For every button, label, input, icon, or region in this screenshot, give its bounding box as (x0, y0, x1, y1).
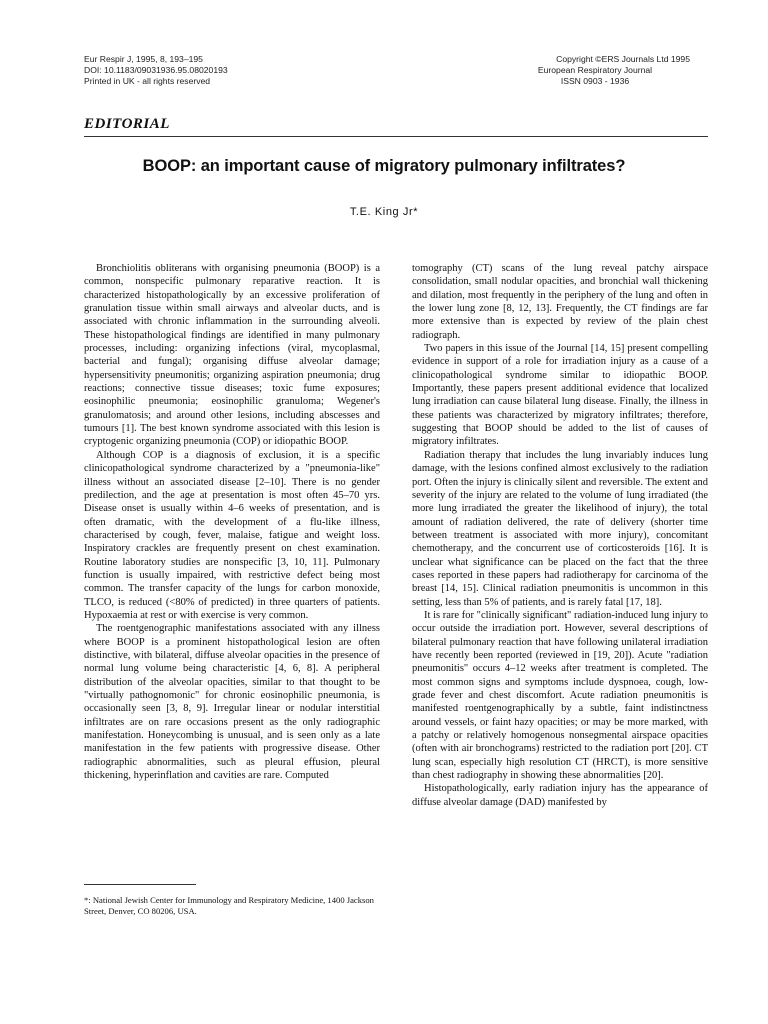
right-column (412, 262, 708, 809)
section-label: EDITORIAL (84, 116, 170, 132)
paragraph: Radiation therapy that includes the lung invariably induces lung damage, with the lesions confined almost exclusively to the radiation port. Often the injury is clinically silent and reversible. The extent and severity of the injury are related to the volume of lung irradiated (the more lung irradiated the greater the likelihood of injury), the total amount of radiation delivered, the rate of delivery (shorter time between treatment is associated with more injury), concomitant chemotherapy, and the concurrent use of corticosteroids [16]. It is unclear what significance can be placed on the fact that the three cases reported in these papers had radiotherapy for carcinoma of the breast [14, 15]. Clinical radiation pneumonitis is uncommon in this setting, less than 5% of patients, and is rarely fatal [17, 18]. (412, 449, 708, 608)
issn-line: ISSN 0903 - 1936 (560, 76, 630, 86)
author-affiliation-footnote: *: National Jewish Center for Immunology and Respiratory Medicine, 1400 Jackson Street, Denver, CO 80206, USA. (84, 895, 374, 917)
copyright-line: Copyright ©ERS Journals Ltd 1995 (556, 54, 690, 64)
paragraph: It is rare for "clinically significant" radiation-induced lung injury to occur outside the irradiation port. However, several descriptions of bilateral pulmonary reaction that have following unilateral irradiation have recently been reported (reviewed in [19, 20]). Acute "radiation pneumonitis" occurs 4–12 weeks after treatment is completed. The most common signs and symptoms include dyspnoea, cough, low-grade fever and chest discomfort. Acute radiation pneumonitis is manifested roentgenographically by a subtle, faint indistinctness around vessels, or faint hazy opacities; or may be more marked, with a patchy or relatively homogenous nonsegmental airspace opacities (often with air bronchograms) restricted to the radiation port [20]. CT lung scan, especially high resolution CT (HRCT), is more sensitive than chest radiography in showing these abnormalities [20]. (412, 609, 708, 782)
paragraph: Bronchiolitis obliterans with organising pneumonia (BOOP) is a common, nonspecific pulmonary reparative reaction. It is characterized histopathologically by an excessive proliferation of granulation tissue within small airways and alveolar ducts, and is associated with chronic inflammation in the surrounding alveoli. These histopathological findings are identified in many pulmonary processes, including: organizing infections (viral, mycoplasmal, bacterial and fungal); organising diffuse alveolar damage; hypersensitivity pneumonitis; organizing aspiration pneumonia; drug reactions; connective tissue diseases; toxic fume exposures; eosinophilic pneumonia; eosinophilic granuloma; Wegener's granulomatosis; and around other lesions, including abscesses and tumours [1]. The best known syndrome associated with this lesion is cryptogenic organizing pneumonia (COP) or idiopathic BOOP. (84, 263, 380, 448)
paragraph: The roentgenographic manifestations associated with any illness where BOOP is a prominent histopathological lesion are often distinctive, with bilateral, diffuse alveolar opacities in the presence of normal lung volume being characteristic [4, 6, 8]. A peripheral distribution of the alveolar opacities, similar to that thought to be "virtually pathognomonic" for chronic eosinophilic pneumonia, is occasionally seen [3, 8, 9]. Irregular linear or nodular interstitial infiltrates are on rare occasions present as the only radiographic manifestation. Honeycombing is unusual, and is seen only as a late manifestation in the few patients with progressive disease. Other radiographic abnormalities, such as pleural effusion, pleural thickening, hyperinflation and cavities are rare. Computed (84, 623, 380, 782)
section-divider (84, 136, 708, 137)
paragraph: Two papers in this issue of the Journal [14, 15] present compelling evidence in support of a role for irradiation injury as a cause of a clinicopathological syndrome similar to idiopathic BOOP. Importantly, these papers present additional evidence that localized lung irradiation can cause bilateral lung disease. Finally, the illness in these patients was characterized by migratory infiltrates; therefore, suggesting that BOOP should be added to the list of causes of migratory infiltrates. (412, 343, 708, 448)
printed-line: Printed in UK - all rights reserved (84, 76, 211, 86)
citation-line: Eur Respir J, 1995, 8, 193–195 (84, 54, 203, 64)
paragraph: Histopathologically, early radiation injury has the appearance of diffuse alveolar damage (DAD) manifested by (412, 783, 708, 808)
copyright-header (500, 54, 690, 87)
left-column (84, 262, 380, 782)
doi-line: DOI: 10.1183/09031936.95.08020193 (84, 65, 228, 75)
paragraph: Although COP is a diagnosis of exclusion, it is a specific clinicopathological syndrome characterized by a "pneumonia-like" illness without an associated disease [2–10]. There is no gender predilection, and the age at presentation is most often 45–70 yrs. Disease onset is usually within 4–6 weeks of presentation, and is often dramatic, with the development of a flu-like illness, characterised by cough, fever, malaise, fatigue and weight loss. Inspiratory crackles are frequently present on chest examination. Routine laboratory studies are nonspecific [3, 10, 11]. Pulmonary function is usually impaired, with restrictive defect being most common. The transfer capacity of the lungs for carbon monoxide, TLCO, is reduced (<80% of predicted) in three quarters of patients. Hypoxaemia at rest or with exercise is very common. (84, 449, 380, 621)
paragraph: tomography (CT) scans of the lung reveal patchy airspace consolidation, small nodular opacities, and bronchial wall thickening and dilation, most frequently in the periphery of the lung and often in the lower lung zone [8, 12, 13]. Frequently, the CT findings are far more extensive than is expected by review of the plain chest radiograph. (412, 263, 708, 341)
journal-name-line: European Respiratory Journal (537, 65, 653, 75)
footnote-divider (84, 884, 196, 885)
article-author: T.E. King Jr* (349, 206, 419, 218)
article-title: BOOP: an important cause of migratory pulmonary infiltrates? (142, 157, 626, 175)
citation-header (84, 54, 228, 87)
